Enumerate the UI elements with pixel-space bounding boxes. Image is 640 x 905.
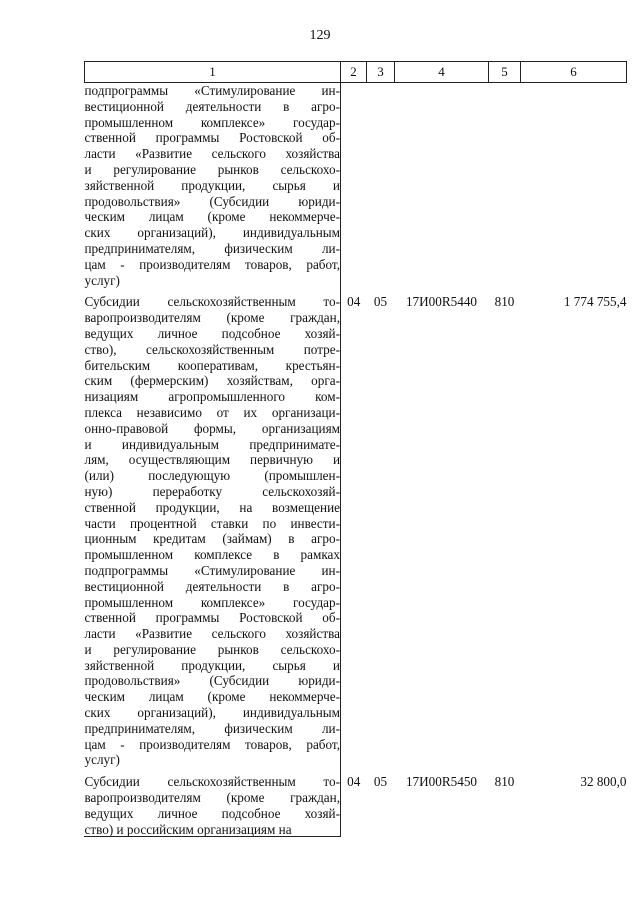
section-code [341, 83, 367, 289]
description-line: цам - производителям товаров, работ, [84, 736, 340, 752]
description-line: предпринимателям, физическим ли- [84, 720, 340, 736]
description-line: ственной программы Ростовской об- [84, 610, 340, 626]
description-line: промышленном комплексе в рамках [84, 547, 340, 563]
description-line: ческим лицам (кроме некоммерче- [84, 209, 340, 225]
description-line: ских организаций), индивидуальным [84, 705, 340, 721]
table-row [85, 83, 627, 289]
description-line: ственной продукции, на возмещение [84, 499, 340, 515]
description-line: подпрограммы «Стимулирование ин- [84, 83, 340, 98]
row-description [85, 83, 341, 289]
description-line: низациям агропромышленного ком- [84, 389, 340, 405]
description-line: Субсидии сельскохозяйственным то- [84, 774, 340, 790]
description-line: варопроизводителям (кроме граждан, [84, 310, 340, 326]
table-body [85, 83, 627, 838]
description-line: ским (фермерским) хозяйствам, орга- [84, 373, 340, 389]
description-line: ную) переработку сельскохозяй- [84, 483, 340, 499]
table-header-row [85, 62, 627, 83]
column-divider-end [84, 836, 340, 837]
description-line: и индивидуальным предпринимате- [84, 436, 340, 452]
description-line: части процентной ставки по инвести- [84, 515, 340, 531]
description-line: и регулирование рынков сельскохо- [84, 641, 340, 657]
description-line: ласти «Развитие сельского хозяйства [84, 626, 340, 642]
section-code: 04 [347, 774, 361, 790]
description-line: лям, осуществляющим первичную и [84, 452, 340, 468]
expense-type-code: 810 [494, 294, 515, 310]
page-number: 129 [309, 28, 331, 43]
description-line: ство) и российским организациям на [84, 821, 292, 837]
row-description [85, 774, 341, 837]
description-line: ционным кредитам (займам) в агро- [84, 531, 340, 547]
description-line: промышленном комплексе» государ- [84, 594, 340, 610]
header-col-1: 1 [85, 62, 341, 83]
target-article-code [395, 83, 489, 289]
subsection-code: 05 [373, 294, 388, 310]
budget-table [84, 61, 627, 837]
description-line: услуг) [84, 752, 120, 768]
description-line: зяйственной продукции, сырья и [84, 657, 340, 673]
description-line: подпрограммы «Стимулирование ин- [84, 562, 340, 578]
description-line: зяйственной продукции, сырья и [84, 177, 340, 193]
header-col-4: 4 [395, 62, 489, 83]
description-line: промышленном комплексе» государ- [84, 114, 340, 130]
description-line: услуг) [84, 272, 120, 288]
description-line: ведущих личное подсобное хозяй- [84, 805, 340, 821]
description-line: онно-правовой формы, организациям [84, 420, 340, 436]
table-row [85, 774, 627, 837]
row-description [85, 294, 341, 768]
description-line: предпринимателям, физическим ли- [84, 240, 340, 256]
section-code: 04 [347, 294, 361, 310]
description-line: продовольствия» (Субсидии юриди- [84, 193, 340, 209]
description-line: вестиционной деятельности в агро- [84, 98, 340, 114]
expense-type-code: 810 [494, 774, 515, 790]
table-row [85, 294, 627, 768]
amount-value: 1 774 755,4 [563, 294, 627, 310]
description-line: ведущих личное подсобное хозяй- [84, 325, 340, 341]
description-line: цам - производителям товаров, работ, [84, 256, 340, 272]
description-line: (или) последующую (промышлен- [84, 468, 340, 484]
header-col-5: 5 [489, 62, 521, 83]
target-article-code: 17И00R5440 [405, 294, 478, 310]
description-line: продовольствия» (Субсидии юриди- [84, 673, 340, 689]
description-line: вестиционной деятельности в агро- [84, 578, 340, 594]
description-line: ственной программы Ростовской об- [84, 130, 340, 146]
header-col-6: 6 [521, 62, 627, 83]
description-line: варопроизводителям (кроме граждан, [84, 790, 340, 806]
description-line: и регулирование рынков сельскохо- [84, 161, 340, 177]
amount-value: 32 800,0 [580, 774, 627, 790]
description-line: ских организаций), индивидуальным [84, 225, 340, 241]
subsection-code: 05 [373, 774, 388, 790]
expense-type-code [489, 83, 521, 289]
amount-value [521, 83, 627, 289]
header-col-2: 2 [341, 62, 367, 83]
description-line: ство), сельскохозяйственным потре- [84, 341, 340, 357]
description-line: ласти «Развитие сельского хозяйства [84, 146, 340, 162]
description-line: ческим лицам (кроме некоммерче- [84, 689, 340, 705]
header-col-3: 3 [367, 62, 395, 83]
description-line: Субсидии сельскохозяйственным то- [84, 294, 340, 310]
subsection-code [367, 83, 395, 289]
description-line: бительским кооперативам, крестьян- [84, 357, 340, 373]
description-line: плекса независимо от их организаци- [84, 404, 340, 420]
target-article-code: 17И00R5450 [405, 774, 478, 790]
